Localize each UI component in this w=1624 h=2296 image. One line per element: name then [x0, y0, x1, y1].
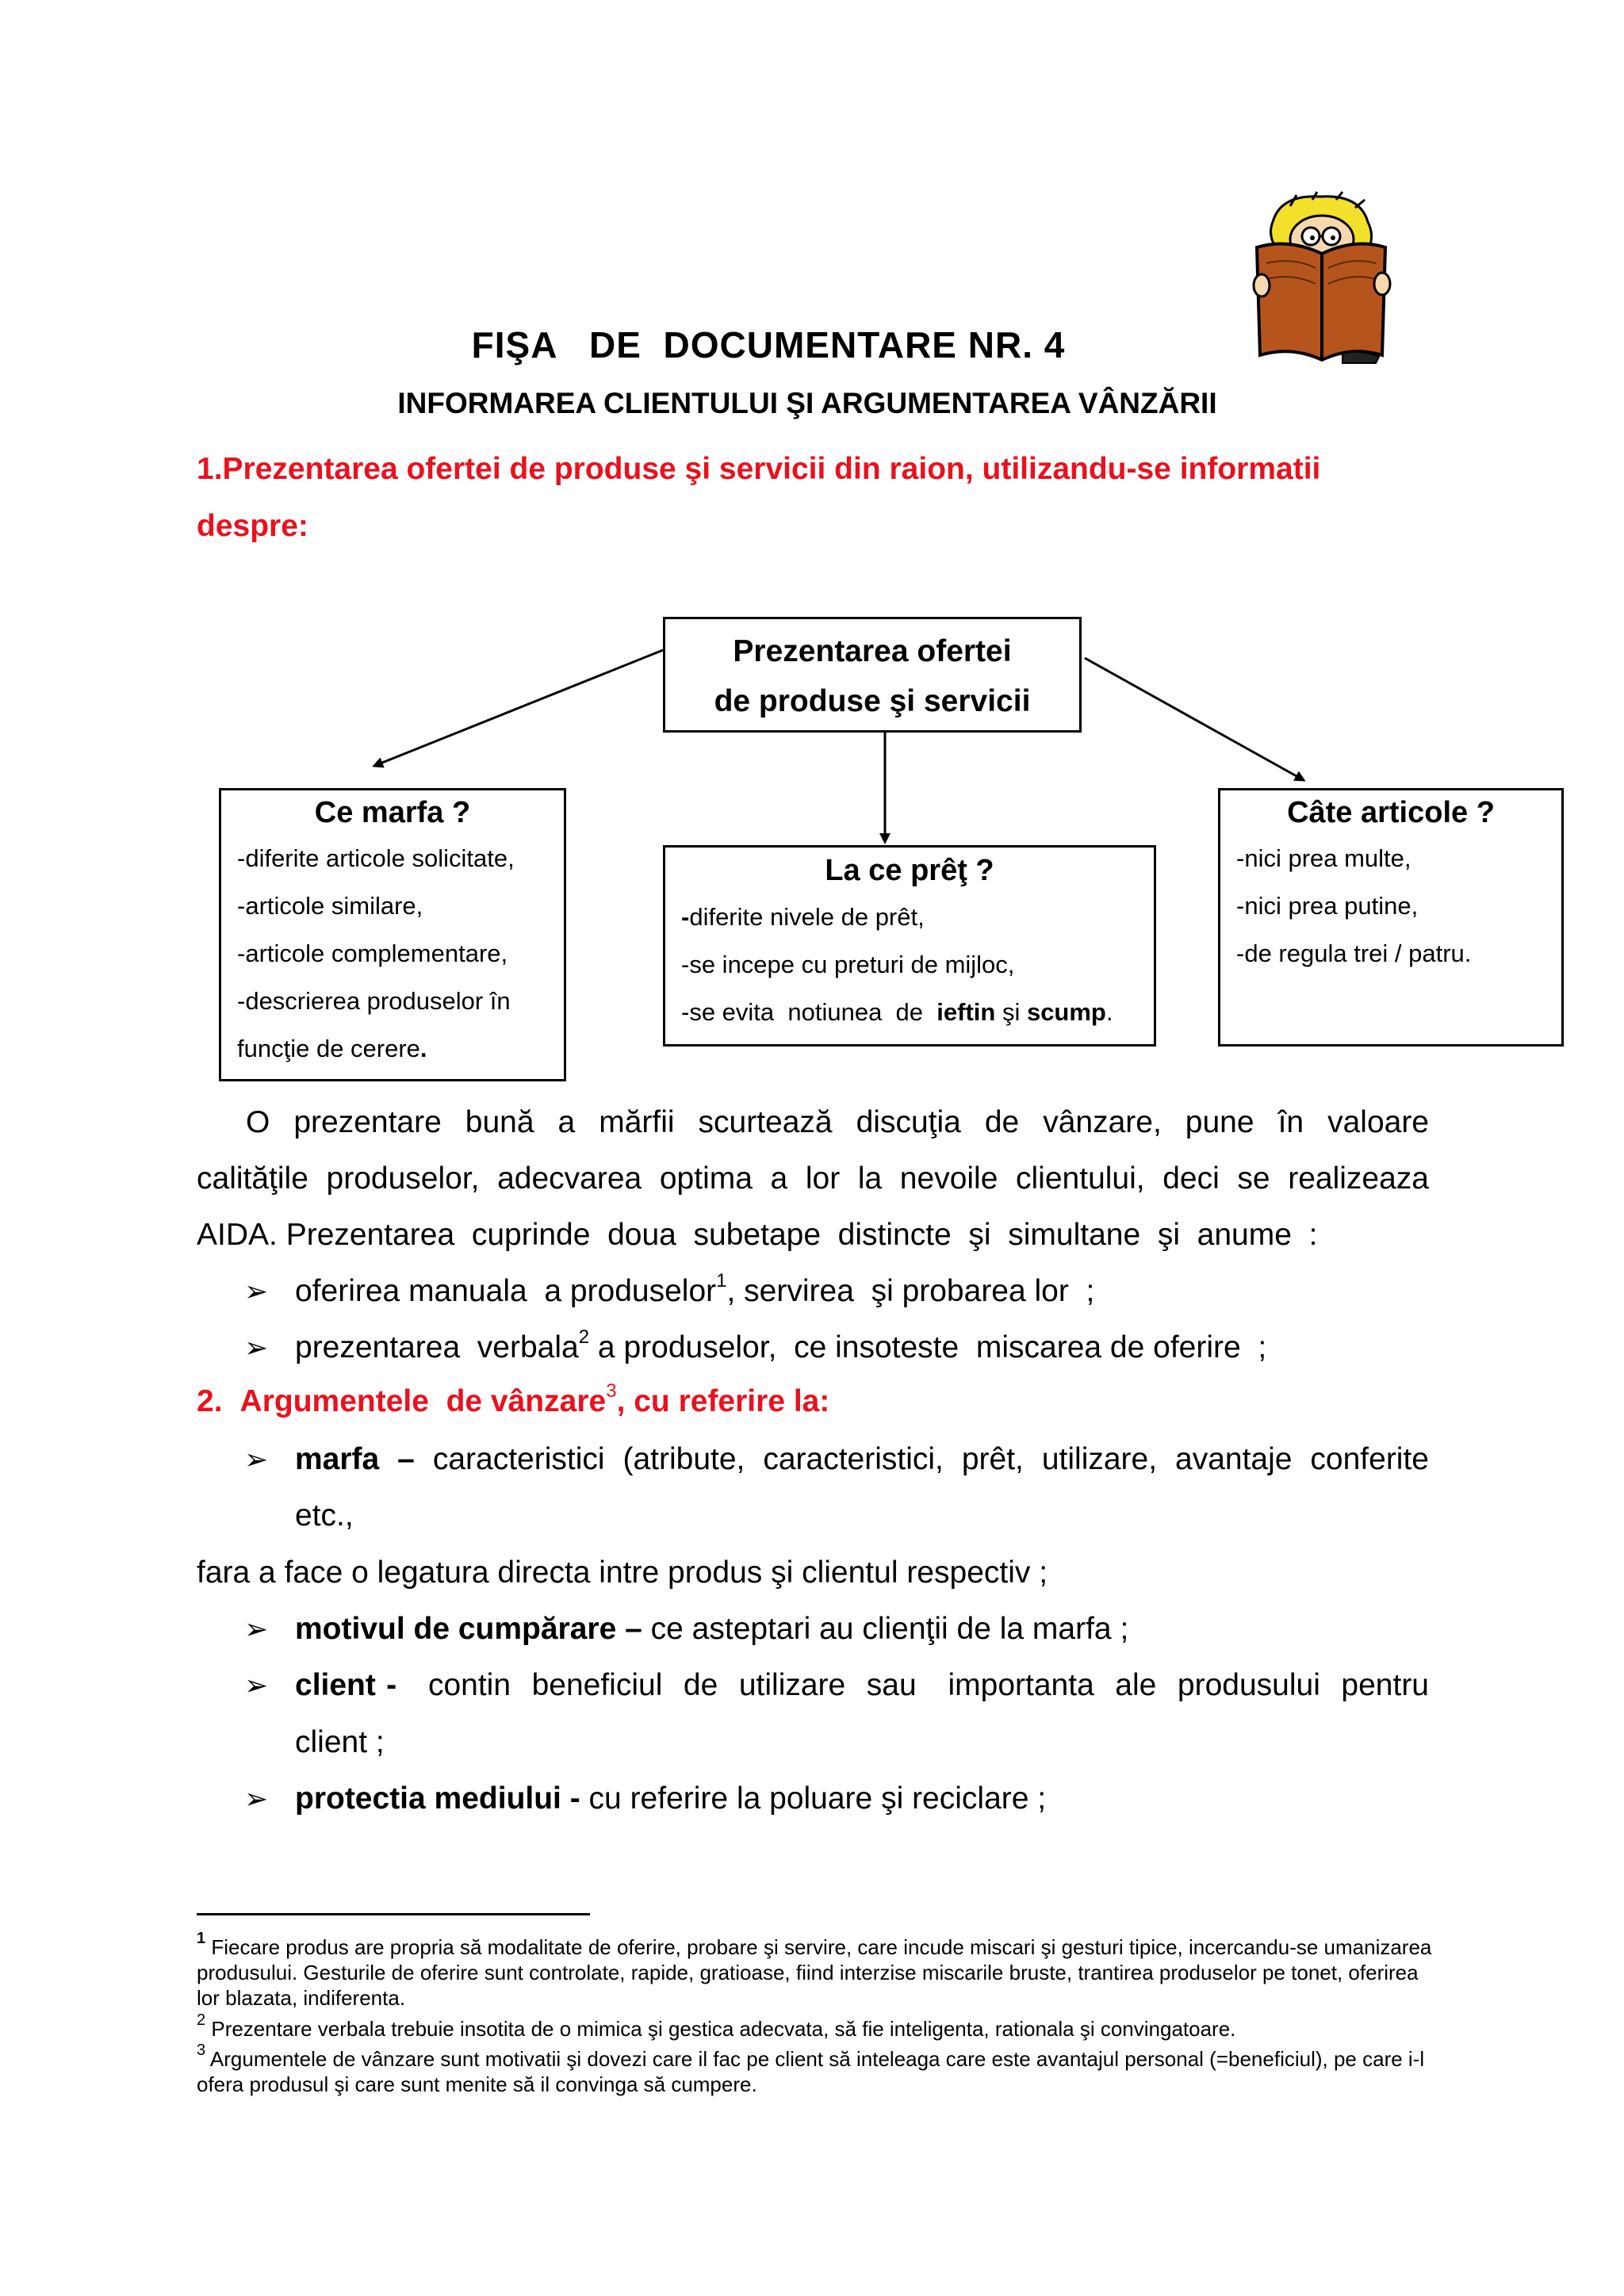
section2-heading — [197, 1373, 829, 1429]
right-box-title: Câte articole ? — [1287, 796, 1495, 829]
bullet-arrow-icon: ➢ — [244, 1331, 269, 1364]
middle-box-line3 — [681, 989, 1154, 1036]
bullet-client-text: contin beneficiul de utilizare sau importanta ale produsului pentru — [396, 1668, 1429, 1702]
bullet-item-client — [244, 1657, 1429, 1713]
left-box-title: Ce marfa ? — [314, 796, 471, 829]
page-title: FIŞA DE DOCUMENTARE NR. 4 — [471, 324, 1066, 365]
bullet-arrow-icon: ➢ — [244, 1275, 269, 1307]
bullet-client-bold: client - — [295, 1668, 397, 1702]
section2-text-a: Argumentele de vânzare — [239, 1384, 607, 1418]
footnote-ref: 3 — [606, 1380, 617, 1402]
middle-box-dash: - — [681, 903, 690, 931]
bullet-text-a: prezentarea verbala — [295, 1330, 579, 1364]
center-box — [663, 617, 1082, 733]
bullet-item — [244, 1263, 1095, 1319]
bullet-arrow-icon: ➢ — [244, 1443, 269, 1475]
arrow-to-right-box — [1085, 658, 1304, 780]
bullet-marfa-text: caracteristici (atribute, caracteristici, prêt, utilizare, avantaje conferite — [432, 1442, 1429, 1476]
footnote-text: Prezentare verbala trebuie insotita de o mimica şi gestica adecvata, să fie inteligenta, rationala şi convingatoare. — [205, 2017, 1236, 2041]
right-box-line: -nici prea multe, — [1236, 844, 1411, 872]
middle-box-line1-text: diferite nivele de prêt, — [689, 903, 925, 931]
middle-box-title: La ce prêţ ? — [825, 854, 994, 887]
middle-box-ieftin: ieftin — [936, 998, 996, 1026]
center-box-line2: de produse şi servicii — [714, 684, 1031, 718]
bullet-item-motiv — [244, 1601, 1129, 1657]
right-box-line: -de regula trei / patru. — [1236, 939, 1472, 967]
bullet-arrow-icon: ➢ — [244, 1782, 269, 1815]
left-box-line: -articole similare, — [237, 892, 423, 920]
bullet-marfa-cont: etc., — [295, 1498, 354, 1533]
bullet-arrow-icon: ➢ — [244, 1613, 269, 1645]
left-box-line-last — [237, 1025, 564, 1073]
middle-box — [663, 845, 1156, 1047]
bullet-marfa-bold: marfa – — [295, 1442, 433, 1476]
footnote-text: Fiecare produs are propria să modalitate de oferire, probare şi servire, care incude miscari şi gesturi tipice, incercandu-se umanizarea produsului. Gesturile de oferire sunt controlate, rapide, gratioase, fiind interzise miscarile bruste, trantirea produselor pe tonet, oferirea lor blazata, indiferenta. — [197, 1935, 1432, 2010]
left-box-last-punct: . — [419, 1035, 427, 1062]
footnote-separator — [197, 1913, 590, 1915]
left-box-line-text: funcţie de cerere — [237, 1035, 420, 1062]
left-box-line: -articole complementare, — [237, 939, 508, 967]
footnote-text: Argumentele de vânzare sunt motivatii şi dovezi care il fac pe client să inteleaga care este avantajul personal (=beneficiul), pe care i-l ofera produsul şi care sunt menite să il convinga să cumpere. — [197, 2047, 1425, 2096]
middle-box-line3-e: . — [1105, 998, 1113, 1026]
paragraph-1-line2: calităţile produselor, adecvarea optima a lor la nevoile clientului, deci se realizeaza — [197, 1161, 1429, 1196]
middle-box-line3-a: -se evita notiunea de — [681, 998, 937, 1026]
middle-box-scump: scump — [1026, 998, 1106, 1026]
right-box — [1218, 788, 1564, 1047]
bullet-protectia-bold: protectia mediului - — [295, 1781, 589, 1816]
footnote-3 — [197, 2042, 1434, 2097]
bullet-item-protectia — [244, 1770, 1047, 1827]
footnote-ref: 2 — [578, 1326, 590, 1348]
left-box — [219, 788, 566, 1081]
bullet-text-a: oferirea manuala a produselor — [295, 1274, 717, 1308]
right-box-line: -nici prea putine, — [1236, 892, 1419, 920]
bullet-text-b: , servirea şi probarea lor ; — [726, 1274, 1095, 1308]
paragraph-1 — [197, 1094, 1429, 1263]
bullet-client-cont: client ; — [295, 1725, 385, 1759]
section2-number: 2. — [197, 1384, 223, 1418]
section1-heading-line2: despre: — [197, 509, 308, 543]
left-box-line: -diferite articole solicitate, — [237, 844, 515, 872]
bullet-text-b: a produselor, ce insoteste miscarea de oferire ; — [589, 1330, 1267, 1364]
section1-heading-line1: 1.Prezentarea ofertei de produse şi servicii din raion, utilizandu-se informatii — [197, 452, 1321, 486]
footnote-1 — [197, 1930, 1434, 2011]
bullet-motiv-text: ce asteptari au clienţii de la marfa ; — [650, 1612, 1129, 1646]
footnote-number: 3 — [197, 2042, 206, 2060]
paragraph-2: fara a face o legatura directa intre produs şi clientul respectiv ; — [197, 1556, 1048, 1590]
page-subtitle: INFORMAREA CLIENTULUI ŞI ARGUMENTAREA VÂNZĂRII — [397, 387, 1217, 419]
bullet-item-marfa — [244, 1431, 1429, 1487]
bullet-item — [244, 1319, 1267, 1376]
paragraph-1-line3: AIDA. Prezentarea cuprinde doua subetape distincte şi simultane şi anume : — [197, 1218, 1318, 1252]
footnote-number: 1 — [197, 1930, 206, 1948]
bullet-arrow-icon: ➢ — [244, 1669, 269, 1701]
footnote-2 — [197, 2011, 1434, 2042]
middle-box-line1 — [681, 894, 1154, 941]
footnote-number: 2 — [197, 2011, 206, 2030]
left-box-line: -descrierea produselor în — [237, 987, 511, 1015]
paragraph-1-line1: O prezentare bună a mărfii scurtează discuţia de vânzare, pune în valoare — [246, 1105, 1429, 1139]
footnote-ref: 1 — [716, 1270, 727, 1292]
arrow-to-left-box — [374, 650, 663, 766]
bullet-motiv-bold: motivul de cumpărare – — [295, 1612, 651, 1646]
middle-box-line2: -se incepe cu preturi de mijloc, — [681, 951, 1015, 978]
middle-box-line3-c: şi — [995, 998, 1027, 1026]
section2-text-b: , cu referire la: — [616, 1384, 830, 1418]
bullet-protectia-text: cu referire la poluare şi reciclare ; — [588, 1781, 1047, 1816]
center-box-line1: Prezentarea ofertei — [733, 634, 1012, 668]
